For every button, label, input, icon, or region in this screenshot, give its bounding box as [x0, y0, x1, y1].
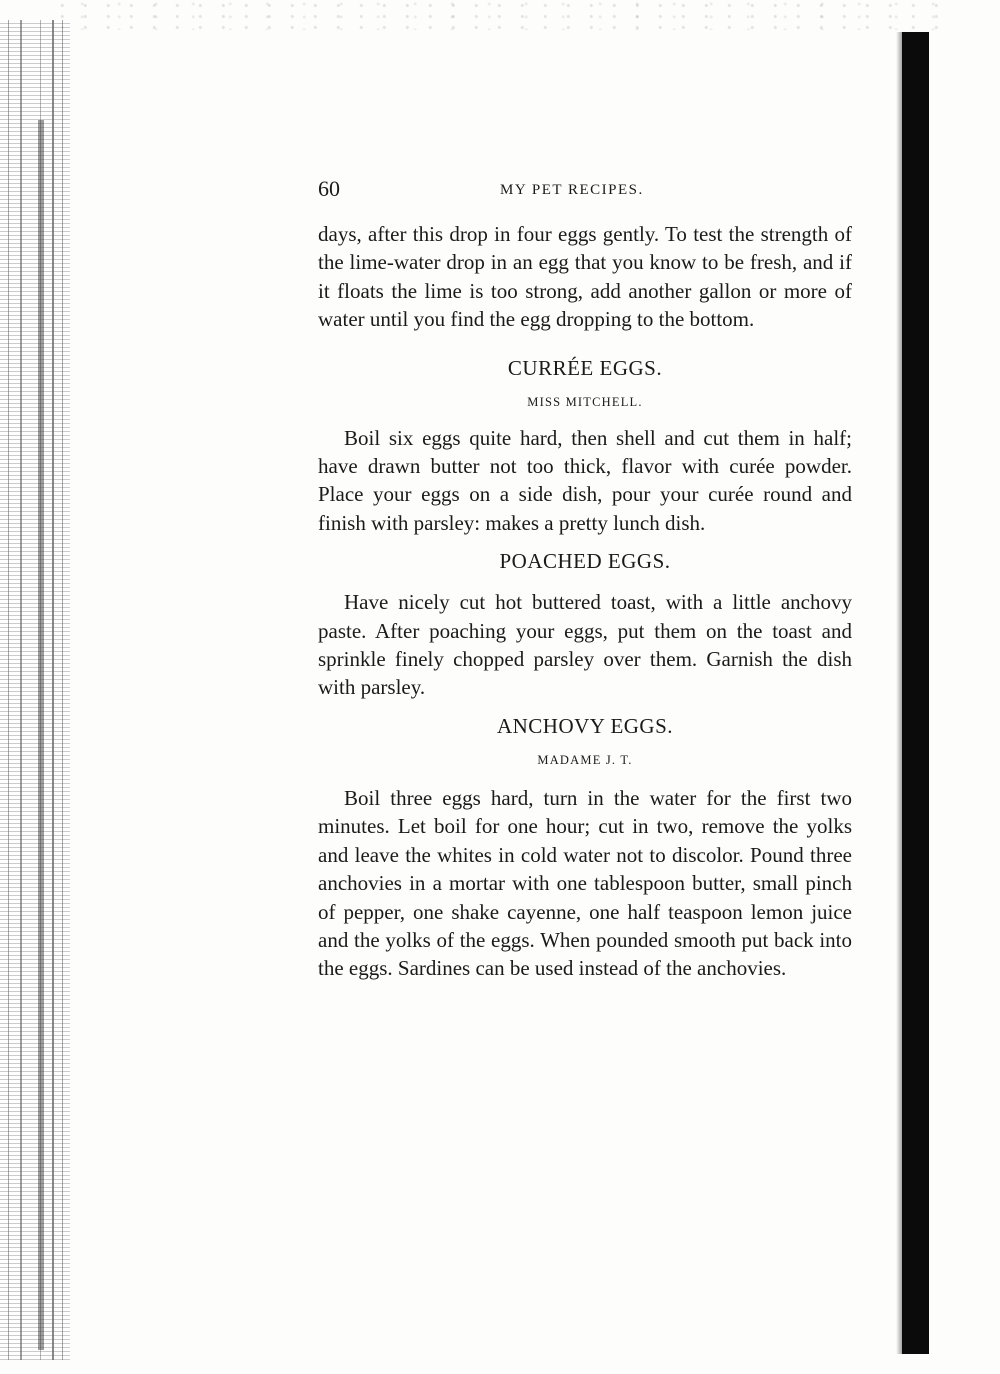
recipe-body-curree-eggs: Boil six eggs quite hard, then shell and cut them in half; have drawn butter not too thick, flavor with curée powder. Place your eggs on a side dish, pour your curée round and finish with parsley: makes a pretty lunch dish. — [318, 425, 852, 535]
recipe-title-curree-eggs: CURRÉE EGGS. — [507, 355, 663, 380]
scan-gutter-left — [0, 20, 70, 1360]
recipe-title-poached-eggs: POACHED EGGS. — [499, 549, 671, 574]
page-number: 60 — [318, 176, 340, 201]
recipe-title-anchovy-eggs: ANCHOVY EGGS. — [496, 713, 674, 738]
scan-noise-top — [60, 0, 940, 30]
recipe-author-anchovy-eggs: MADAME J. T. — [537, 752, 633, 767]
recipe-body-anchovy-eggs: Boil three eggs hard, turn in the water for the first two minutes. Let boil for one hour; cut in two, remove the yolks and leave the whites in cold water not to discolor. Pound three anchovies in a mortar with one tablespoon butter, small pinch of pepper, one shake cayenne, one half teaspoon lemon juice and the yolks of the eggs. When pounded smooth put back into the eggs. Sardines can be used instead of the anchovies. — [318, 785, 852, 981]
scan-gutter-shadow — [38, 120, 44, 1350]
running-title: MY PET RECIPES. — [500, 182, 644, 198]
recipe-author-curree-eggs: MISS MITCHELL. — [527, 394, 643, 409]
recipe-body-poached-eggs: Have nicely cut hot buttered toast, with a little anchovy paste. After poaching your eggs, put them on the toast and sprinkle finely chopped parsley over them. Garnish the dish with parsley. — [318, 590, 852, 700]
intro-paragraph: days, after this drop in four eggs gently. To test the strength of the lime-water drop in an egg that you know to be fresh, and if it floats the lime is too strong, add another gallon or more of water until you find the egg dropping to the bottom. — [318, 222, 852, 332]
page-content — [318, 170, 852, 983]
running-head — [318, 170, 852, 206]
page-edge-right — [902, 32, 929, 1354]
